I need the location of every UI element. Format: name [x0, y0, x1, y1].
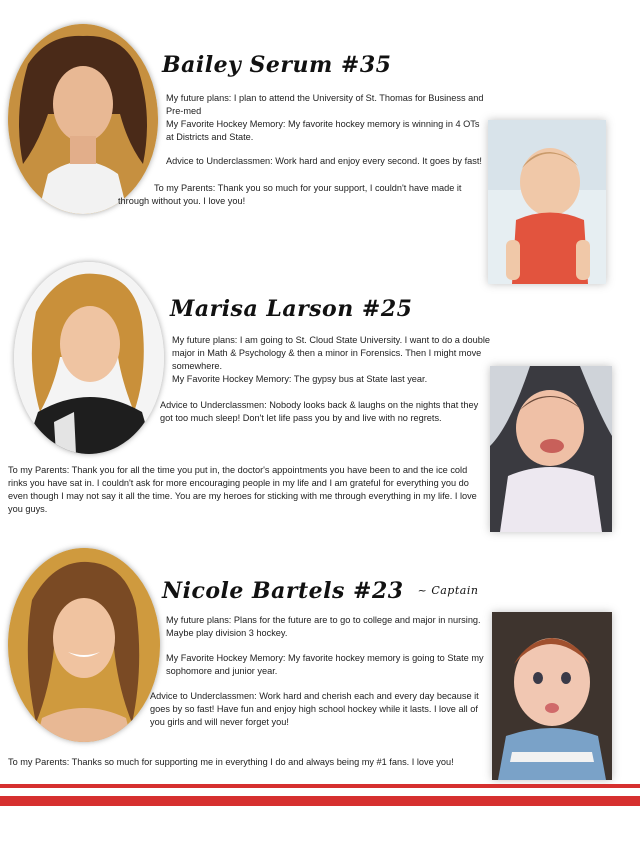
advice-text: Advice to Underclassmen: Work hard and cherish each and every day because it goes by so fast! Have fun and enjoy high school hockey while it lasts. I love all of you girls and will never forget you!	[150, 691, 479, 727]
player-name: Bailey Serum #35	[162, 52, 392, 78]
player-name: Marisa Larson #25	[170, 296, 413, 322]
hockey-memory-text: My Favorite Hockey Memory: My favorite hockey memory is going to State my sophomore and junior year.	[166, 653, 484, 676]
hockey-memory-text: My Favorite Hockey Memory: The gypsy bus at State last year.	[172, 374, 428, 384]
stripe-thin	[0, 784, 640, 788]
senior-portrait-photo	[8, 548, 160, 742]
advice-text: Advice to Underclassmen: Work hard and enjoy every second. It goes by fast!	[166, 156, 482, 166]
parents-text: To my Parents: Thank you so much for your support, I couldn't have made it through without you. I love you!	[118, 183, 462, 206]
captain-label: ~ Captain	[417, 584, 479, 597]
advice-text: Advice to Underclassmen: Nobody looks back & laughs on the nights that they got too much sleep! Don't let life pass you by and live with no regrets.	[160, 400, 479, 423]
future-plans-text: My future plans: Plans for the future are to go to college and major in nursing. Maybe play division 3 hockey.	[166, 615, 481, 638]
stripe-thick	[0, 796, 640, 806]
parents-text: To my Parents: Thank you for all the time you put in, the doctor's appointments you have been to and the ice cold rinks you have sat in. I couldn't ask for more encouraging people in my life and I am grateful for everything you do even though I may not say it all the time. You are my heroes for sticking with me through everything in my life. I love you guys.	[8, 465, 477, 514]
future-plans-text: My future plans: I plan to attend the University of St. Thomas for Business and Pre-med	[166, 93, 484, 116]
player-name	[162, 578, 478, 604]
parents-text: To my Parents: Thanks so much for supporting me in everything I do and always being my #1 fans. I love you!	[8, 757, 454, 767]
baby-photo	[492, 612, 612, 780]
player-name-text: Nicole Bartels #23	[162, 578, 404, 604]
hockey-memory-text: My Favorite Hockey Memory: My favorite hockey memory is winning in 4 OTs at Districts and State.	[166, 119, 480, 142]
future-plans-text: My future plans: I am going to St. Cloud State University. I want to do a double major in Math & Psychology & then a minor in Forensics. Then I might move somewhere.	[172, 335, 490, 371]
